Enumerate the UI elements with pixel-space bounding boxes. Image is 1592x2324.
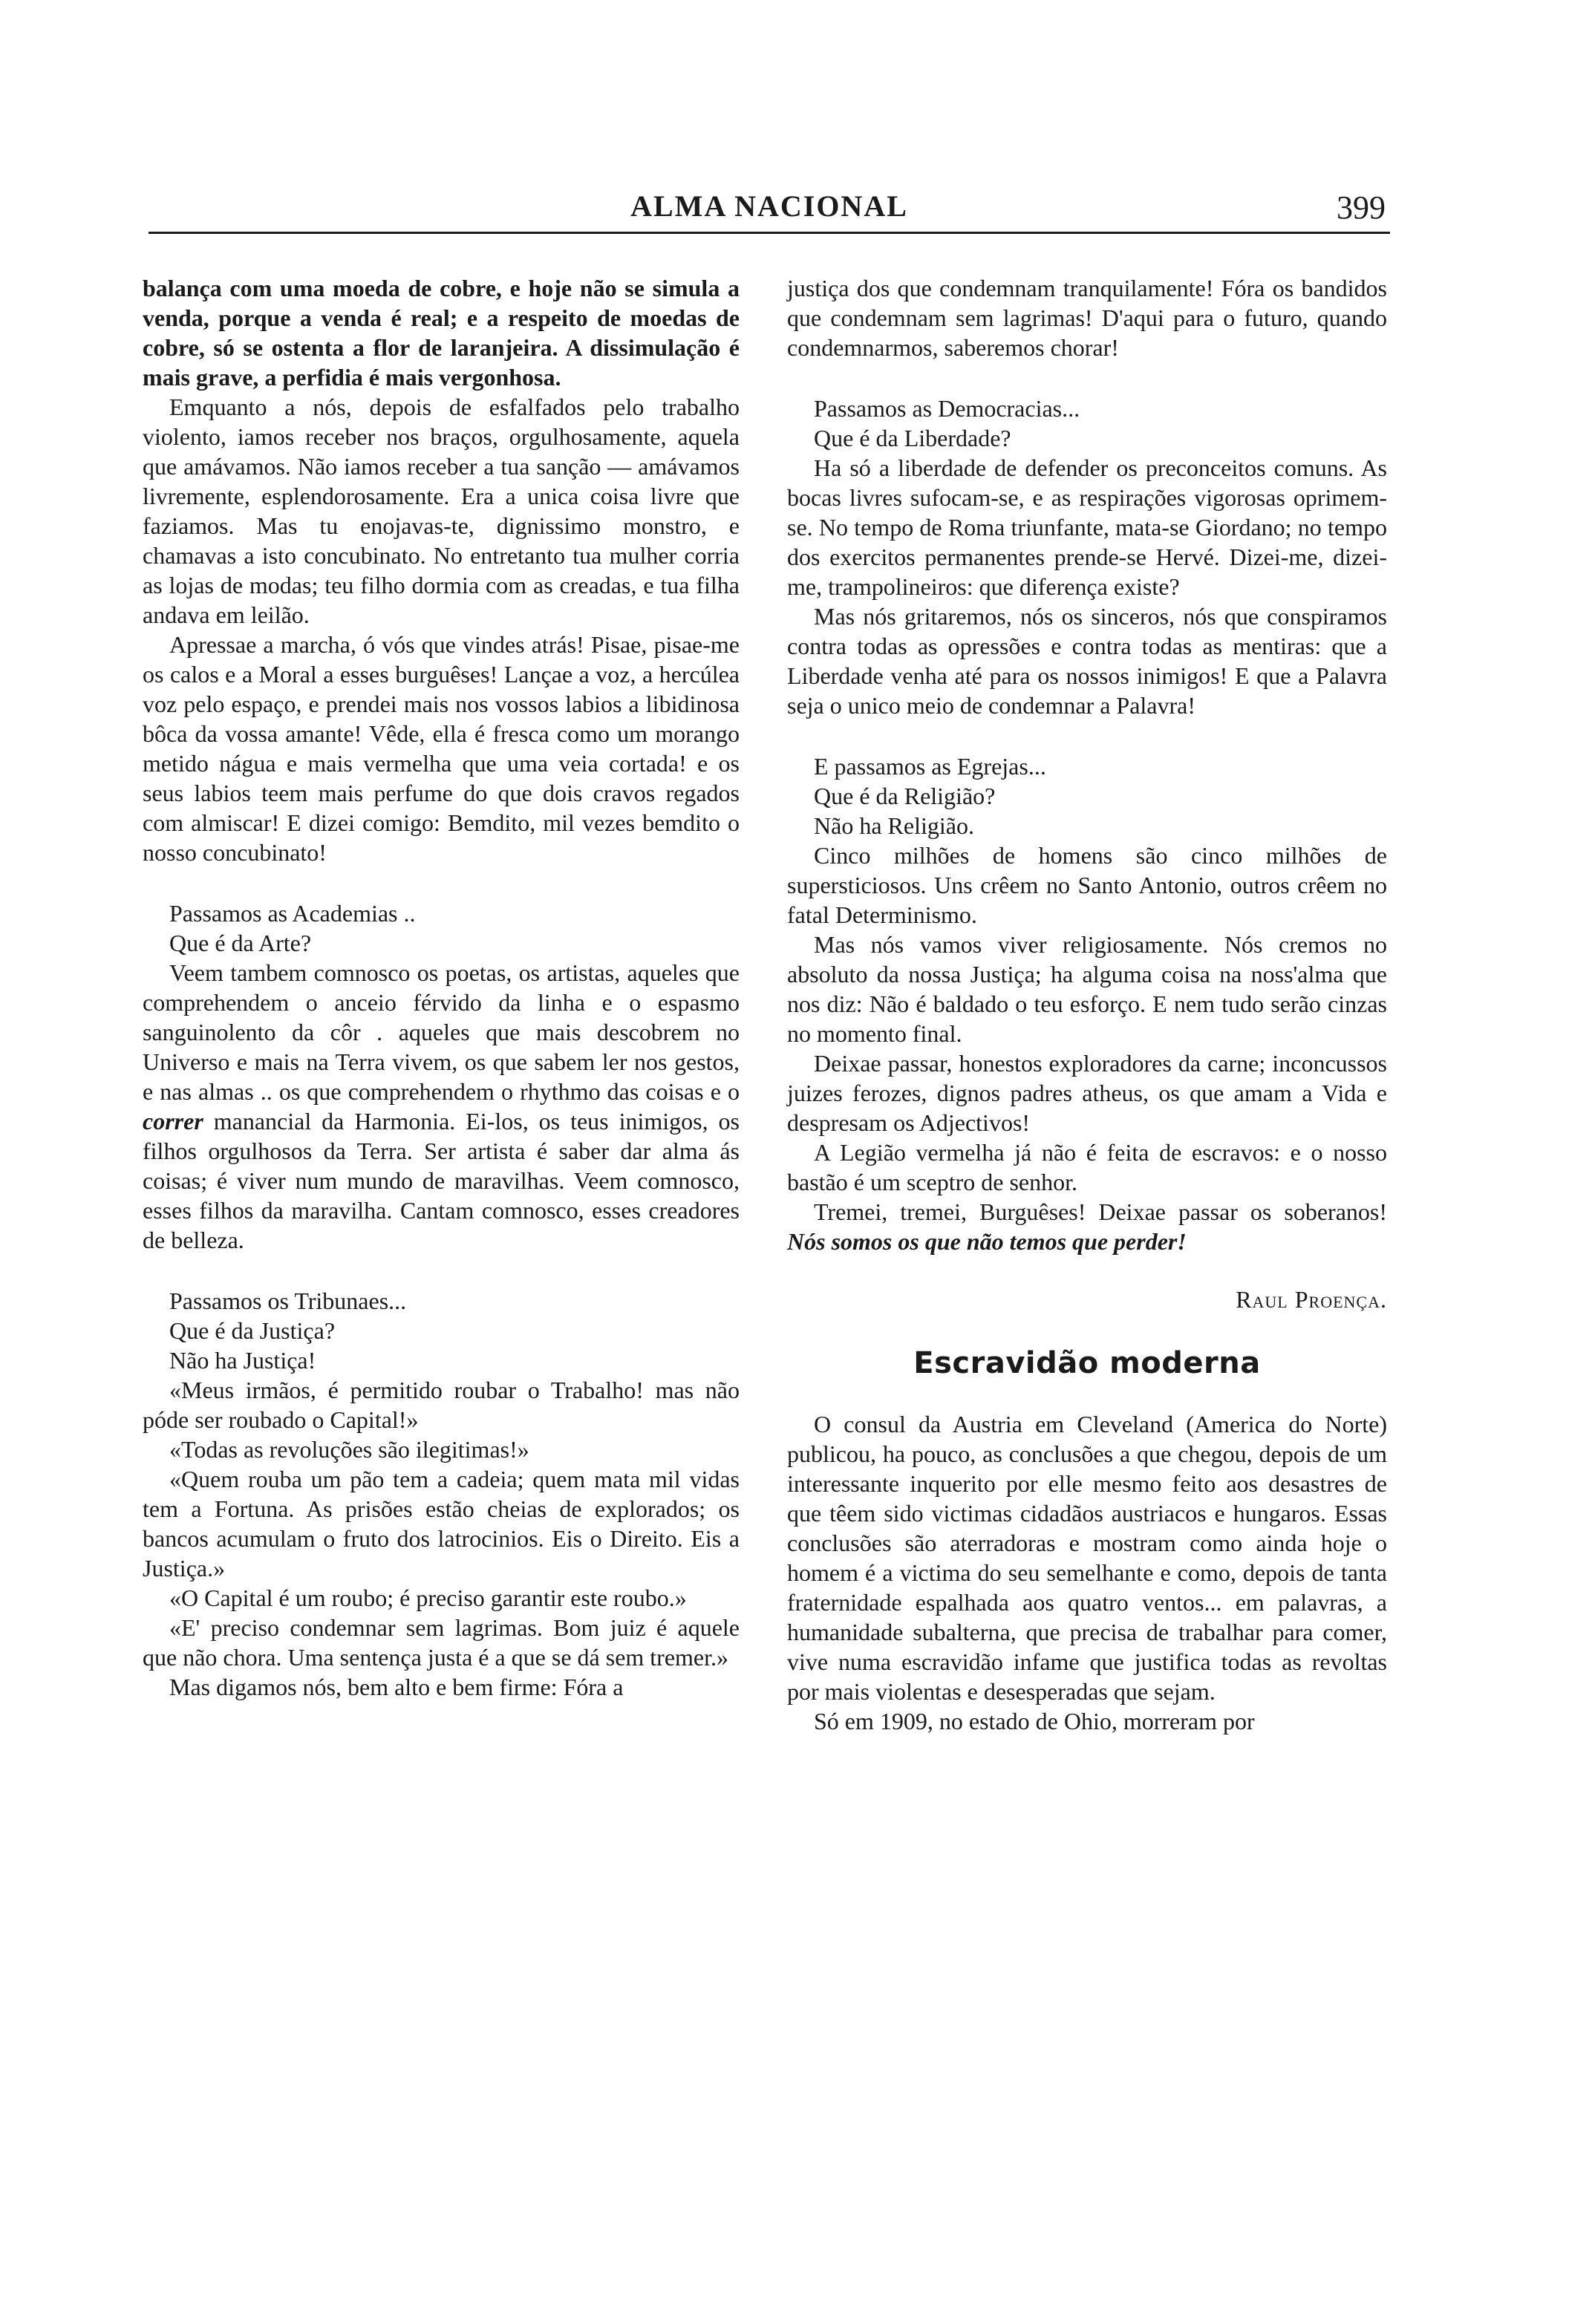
paragraph: «O Capital é um roubo; é preciso garantir este roubo.» <box>169 1584 687 1611</box>
paragraph: «Meus irmãos, é permitido roubar o Trabalho! mas não póde ser roubado o Capital!» <box>143 1377 740 1433</box>
header-rule <box>149 232 1390 234</box>
paragraph: O consul da Austria em Cleveland (America do Norte) publicou, ha pouco, as conclusões a que chegou, depois de um interessante inquerito por elle mesmo feito aos desastres de que têem sido victimas cidadãos austriacos e hungaros. Essas conclusões são aterradoras e mostram como ainda hoje o homem é a victima do seu semelhante e como, depois de tanta fraternidade espalhada aos quatro ventos... em palavras, a humanidade subalterna, que precisa de trabalhar para comer, vive numa escravidão infame que justifica todas as revoltas por mais violentas e desesperadas que sejam. <box>787 1411 1387 1705</box>
paragraph: Que é da Religião? <box>814 783 996 809</box>
paragraph: justiça dos que condemnam tranquilamente! Fóra os bandidos que condemnam sem lagrimas! D'aqui para o futuro, quando condemnarmos, saberemos chorar! <box>787 275 1387 361</box>
paragraph <box>787 1197 1387 1256</box>
paragraph: Mas nós gritaremos, nós os sinceros, nós que conspiramos contra todas as opressões e contra todas as mentiras: que a Liberdade venha até para os nossos inimigos! E que a Palavra seja o unico meio de condemnar a Palavra! <box>787 603 1387 719</box>
paragraph: Deixae passar, honestos exploradores da carne; inconcussos juizes ferozes, dignos padres atheus, os que amam a Vida e despresam os Adjectivos! <box>787 1050 1387 1136</box>
paragraph: Passamos os Tribunaes... <box>169 1287 407 1314</box>
italic-text: correr <box>143 1108 203 1135</box>
paragraph: Que é da Arte? <box>169 930 312 956</box>
paragraph: Apressae a marcha, ó vós que vindes atrás! Pisae, pisae-me os calos e a Moral a esses burguêses! Lançae a voz, a hercúlea voz pelo espaço, e prendei mais nos vossos labios a libidinosa bôca da vossa amante! Vêde, ella é fresca como um morango metido nágua e mais vermelha que uma veia cortada! e os seus labios teem mais perfume do que dois cravos regados com almiscar! E dizei comigo: Bemdito, mil vezes bemdito o nosso concubinato! <box>143 631 740 866</box>
paragraph: «Quem rouba um pão tem a cadeia; quem mata mil vidas tem a Fortuna. As prisões estão cheias de explorados; os bancos acumulam o fruto dos latrocinios. Eis o Direito. Eis a Justiça.» <box>143 1466 740 1582</box>
text-run: Tremei, tremei, Burguêses! Deixae passar os soberanos! <box>814 1198 1387 1225</box>
paragraph: Cinco milhões de homens são cinco milhões de supersticiosos. Uns crêem no Santo Antonio, outros crêem no fatal Determinismo. <box>787 842 1387 928</box>
paragraph: E passamos as Egrejas... <box>814 753 1046 780</box>
paragraph: Mas nós vamos viver religiosamente. Nós cremos no absoluto da nossa Justiça; ha alguma coisa na noss'alma que nos diz: Não é baldado o teu esforço. E nem tudo serão cinzas no momento final. <box>787 931 1387 1047</box>
paragraph: balança com uma moeda de cobre, e hoje não se simula a venda, porque a venda é real; e a respeito de moedas de cobre, só se ostenta a flor de laranjeira. A dissimulação é mais grave, a perfidia é mais vergonhosa. <box>143 275 740 391</box>
paragraph: Mas digamos nós, bem alto e bem firme: Fóra a <box>169 1674 624 1700</box>
paragraph: Não ha Justiça! <box>169 1347 316 1374</box>
page-number: 399 <box>1337 189 1386 226</box>
running-title: ALMA NACIONAL <box>630 189 908 223</box>
paragraph: Que é da Justiça? <box>169 1317 336 1344</box>
author-signature: Raul Proença. <box>1236 1286 1387 1313</box>
text-run: manancial da Harmonia. Ei-los, os teus inimigos, os filhos orgulhosos da Terra. Ser artista é saber dar alma ás coisas; é viver num mundo de maravilhas. Veem comnosco, esses filhos da maravilha. Cantam comnosco, esses creadores de belleza. <box>143 1108 740 1253</box>
paragraph: «Todas as revoluções são ilegitimas!» <box>169 1436 529 1463</box>
left-column <box>143 273 740 1702</box>
paragraph: Passamos as Academias .. <box>169 900 416 927</box>
page-header <box>149 184 1390 236</box>
paragraph: Não ha Religião. <box>814 812 974 839</box>
paragraph: A Legião vermelha já não é feita de escravos: e o nosso bastão é um sceptro de senhor. <box>787 1139 1387 1195</box>
paragraph: «E' preciso condemnar sem lagrimas. Bom juiz é aquele que não chora. Uma sentença justa é a que se dá sem tremer.» <box>143 1614 740 1671</box>
section-title: Escravidão moderna <box>913 1346 1261 1380</box>
paragraph: Só em 1909, no estado de Ohio, morreram por <box>814 1708 1255 1734</box>
paragraph: Que é da Liberdade? <box>814 425 1011 451</box>
italic-text: Nós somos os que não temos que perder! <box>787 1228 1187 1255</box>
paragraph: Passamos as Democracias... <box>814 395 1080 422</box>
paragraph: Emquanto a nós, depois de esfalfados pelo trabalho violento, iamos receber nos braços, orgulhosamente, aquela que amávamos. Não iamos receber a tua sanção — amávamos livremente, esplendorosamente. Era a unica coisa livre que faziamos. Mas tu enojavas-te, dignissimo monstro, e chamavas a isto concubinato. No entretanto tua mulher corria as lojas de modas; teu filho dormia com as creadas, e tua filha andava em leilão. <box>143 394 740 628</box>
paragraph <box>143 958 740 1255</box>
right-column <box>787 273 1387 1736</box>
paragraph: Ha só a liberdade de defender os preconceitos comuns. As bocas livres sufocam-se, e as respirações vigorosas oprimem-se. No tempo de Roma triunfante, mata-se Giordano; no tempo dos exercitos permanentes prende-se Hervé. Dizei-me, dizei-me, trampolineiros: que diferença existe? <box>787 454 1387 600</box>
text-run: Veem tambem comnosco os poetas, os artistas, aqueles que comprehendem o anceio férvido da linha e o espasmo sanguinolento da côr . aqueles que mais descobrem no Universo e mais na Terra vivem, os que sabem ler nos gestos, e nas almas .. os que comprehendem o rhythmo das coisas e o <box>143 959 740 1105</box>
